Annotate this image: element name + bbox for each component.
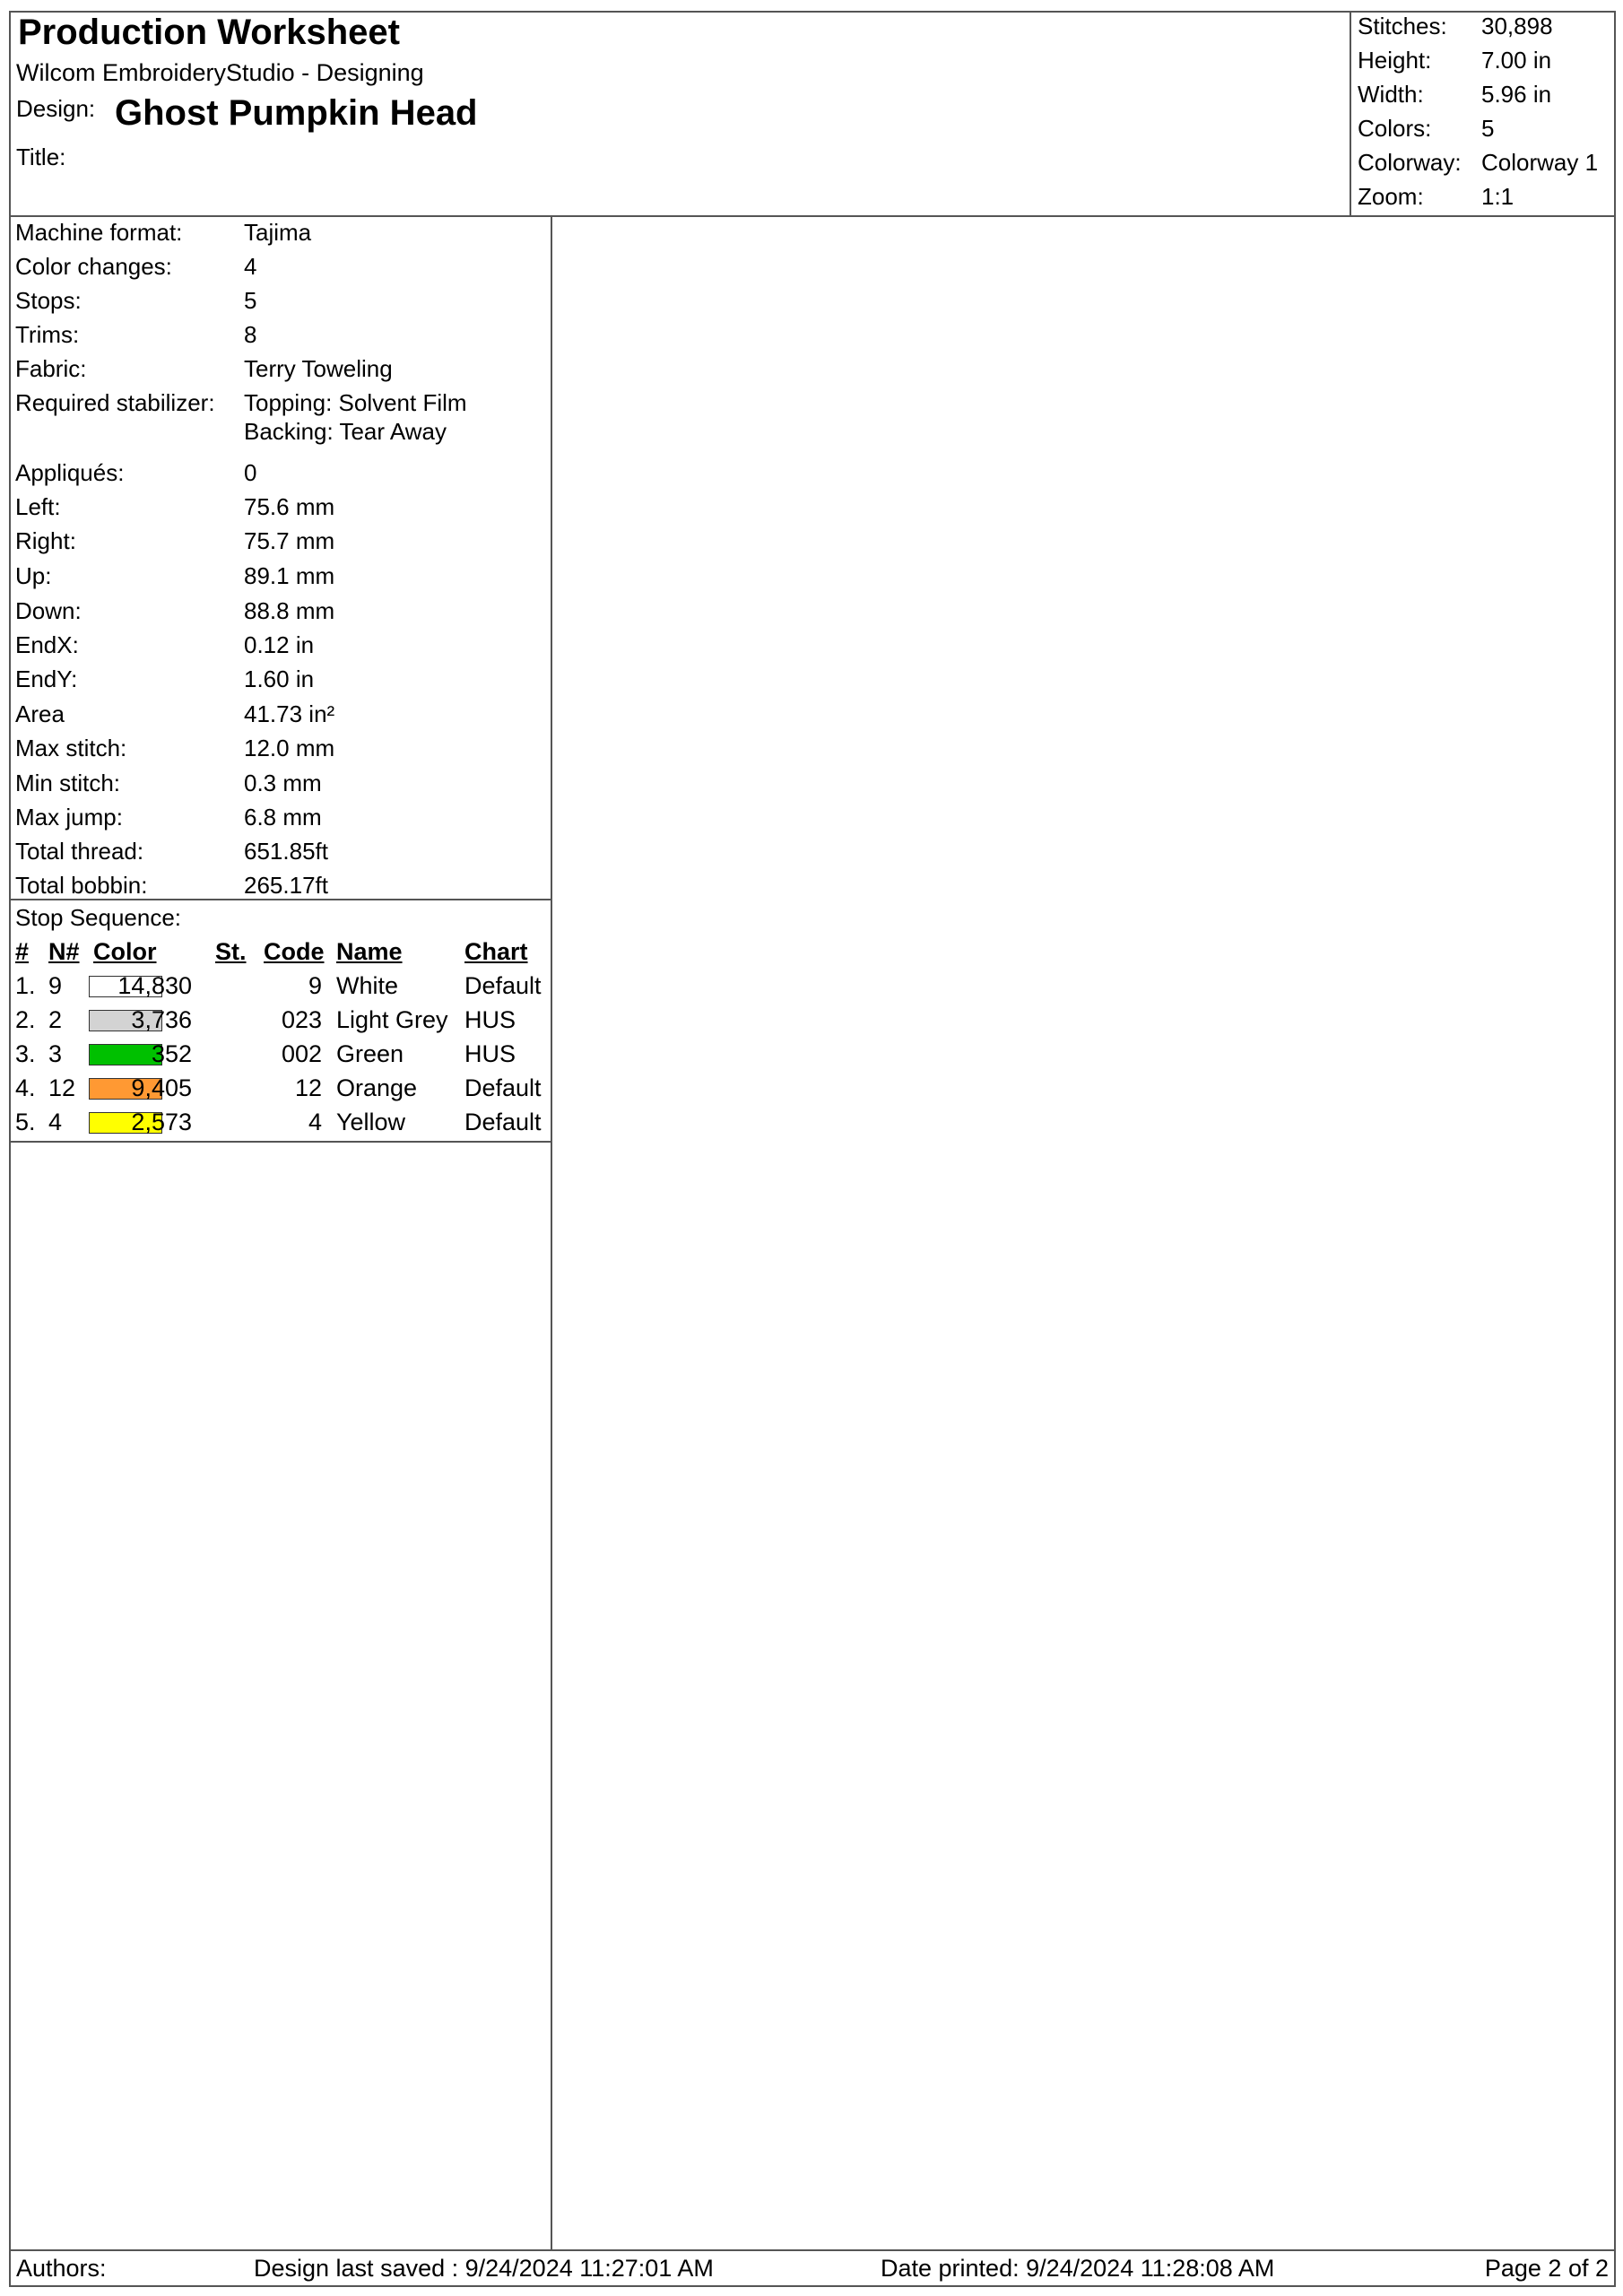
column-header-needle: N#	[48, 938, 80, 965]
detail-label: Machine format:	[15, 219, 183, 246]
detail-label: Appliqués:	[15, 459, 125, 486]
thread-name: Orange	[336, 1074, 418, 1101]
detail-label: Min stitch:	[15, 770, 121, 796]
page-title: Production Worksheet	[18, 13, 400, 52]
detail-value: 1.60 in	[244, 665, 315, 692]
stop-num: 3.	[15, 1040, 36, 1067]
detail-label: Stops:	[15, 287, 82, 314]
thread-name: Yellow	[336, 1109, 406, 1135]
column-header-chart: Chart	[464, 938, 528, 965]
stop-num: 1.	[15, 972, 36, 999]
summary-row-colorway	[1351, 149, 1618, 183]
summary-label: Colors:	[1358, 115, 1432, 142]
column-header-num: #	[15, 938, 30, 965]
column-header-color: Color	[93, 938, 157, 965]
table-row	[9, 1040, 551, 1074]
detail-value: 89.1 mm	[244, 562, 335, 589]
detail-value: 4	[244, 253, 257, 280]
summary-row-zoom	[1351, 183, 1618, 217]
needle-number: 9	[48, 972, 63, 999]
summary-label: Stitches:	[1358, 13, 1447, 39]
detail-label: EndX:	[15, 631, 79, 658]
detail-label: Max stitch:	[15, 735, 127, 761]
needle-number: 12	[48, 1074, 76, 1101]
date-printed: Date printed: 9/24/2024 11:28:08 AM	[881, 2255, 1275, 2282]
summary-value: 7.00 in	[1481, 47, 1552, 74]
detail-label: Left:	[15, 493, 61, 520]
needle-number: 4	[48, 1109, 63, 1135]
detail-value: 6.8 mm	[244, 804, 322, 831]
detail-value: 651.85ft	[244, 838, 328, 865]
thread-chart: HUS	[464, 1006, 516, 1033]
detail-value: 75.6 mm	[244, 493, 335, 520]
thread-code: 002	[281, 1040, 322, 1067]
column-header-stitches: St.	[215, 938, 247, 965]
detail-value: 0.12 in	[244, 631, 315, 658]
detail-value: 88.8 mm	[244, 597, 335, 624]
table-row	[9, 1006, 551, 1040]
detail-value: 41.73 in²	[244, 700, 335, 727]
stop-num: 2.	[15, 1006, 36, 1033]
detail-label: Down:	[15, 597, 82, 624]
summary-row-colors	[1351, 115, 1618, 149]
needle-number: 3	[48, 1040, 63, 1067]
column-header-code: Code	[264, 938, 325, 965]
summary-panel	[1350, 11, 1616, 215]
detail-value: 5	[244, 287, 257, 314]
left-column	[9, 217, 552, 2249]
detail-value: Topping: Solvent Film	[244, 389, 467, 416]
design-name: Ghost Pumpkin Head	[115, 93, 478, 133]
stitch-count: 352	[151, 1040, 192, 1067]
detail-label: Total bobbin:	[15, 872, 148, 899]
detail-label: Trims:	[15, 321, 80, 348]
design-details	[9, 217, 551, 900]
summary-value: 30,898	[1481, 13, 1553, 39]
thread-code: 12	[294, 1074, 322, 1101]
worksheet-footer	[9, 2249, 1616, 2287]
design-label: Design:	[16, 95, 96, 122]
detail-label: Color changes:	[15, 253, 172, 280]
table-row	[9, 1074, 551, 1109]
summary-label: Zoom:	[1358, 183, 1424, 210]
summary-row-width	[1351, 81, 1618, 115]
design-last-saved: Design last saved : 9/24/2024 11:27:01 AM	[254, 2255, 714, 2282]
stitch-count: 14,830	[117, 972, 192, 999]
detail-value: 12.0 mm	[244, 735, 335, 761]
summary-label: Width:	[1358, 81, 1424, 108]
detail-label: EndY:	[15, 665, 78, 692]
detail-value: Tajima	[244, 219, 312, 246]
detail-label: Required stabilizer:	[15, 389, 215, 416]
detail-value: 8	[244, 321, 257, 348]
stitch-count: 3,736	[131, 1006, 192, 1033]
worksheet-header	[9, 11, 1616, 217]
detail-label: Right:	[15, 527, 76, 554]
detail-value: 265.17ft	[244, 872, 328, 899]
page-number: Page 2 of 2	[1484, 2255, 1609, 2282]
stitch-count: 9,405	[131, 1074, 192, 1101]
stop-num: 4.	[15, 1074, 36, 1101]
table-row	[9, 1109, 551, 1143]
detail-label: Fabric:	[15, 355, 87, 382]
title-label: Title:	[16, 144, 66, 170]
thread-code: 023	[281, 1006, 322, 1033]
detail-label: Total thread:	[15, 838, 144, 865]
summary-label: Height:	[1358, 47, 1432, 74]
detail-label: Area	[15, 700, 65, 727]
detail-value: 0.3 mm	[244, 770, 322, 796]
summary-row-stitches	[1351, 13, 1618, 47]
summary-value: 5.96 in	[1481, 81, 1552, 108]
thread-name: Light Grey	[336, 1006, 448, 1033]
thread-code: 4	[308, 1109, 322, 1135]
detail-value: 0	[244, 459, 257, 486]
thread-chart: Default	[464, 1074, 542, 1101]
thread-chart: Default	[464, 972, 542, 999]
thread-name: Green	[336, 1040, 404, 1067]
detail-value: Backing: Tear Away	[244, 418, 447, 445]
detail-label: Max jump:	[15, 804, 123, 831]
app-name: Wilcom EmbroideryStudio - Designing	[16, 59, 424, 86]
stitch-count: 2,573	[131, 1109, 192, 1135]
stop-sequence-label: Stop Sequence:	[15, 904, 182, 931]
column-header-name: Name	[336, 938, 403, 965]
stop-sequence-table	[9, 900, 551, 1143]
summary-value: 1:1	[1481, 183, 1515, 210]
stop-num: 5.	[15, 1109, 36, 1135]
thread-name: White	[336, 972, 399, 999]
thread-code: 9	[308, 972, 322, 999]
needle-number: 2	[48, 1006, 63, 1033]
detail-value: Terry Toweling	[244, 355, 393, 382]
summary-value: 5	[1481, 115, 1495, 142]
thread-chart: HUS	[464, 1040, 516, 1067]
detail-value: 75.7 mm	[244, 527, 335, 554]
summary-value: Colorway 1	[1481, 149, 1599, 176]
thread-chart: Default	[464, 1109, 542, 1135]
detail-label: Up:	[15, 562, 52, 589]
summary-row-height	[1351, 47, 1618, 81]
summary-label: Colorway:	[1358, 149, 1462, 176]
authors-label: Authors:	[16, 2255, 107, 2282]
table-row	[9, 972, 551, 1006]
